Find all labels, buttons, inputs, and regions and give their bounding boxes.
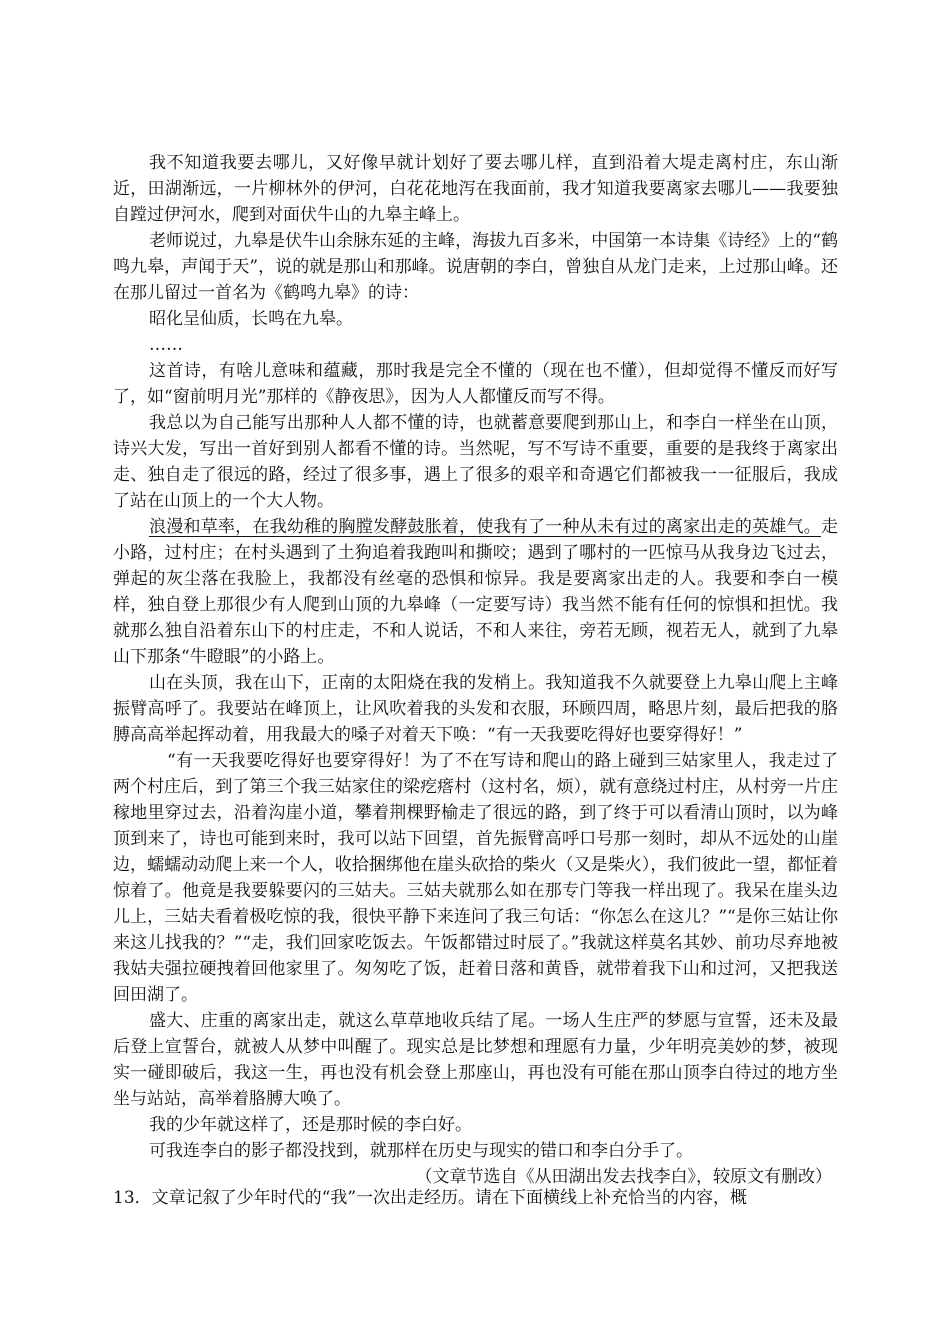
paragraph: 老师说过，九皋是伏牛山余脉东延的主峰，海拔九百多米，中国第一本诗集《诗经》上的“鹤鸣九皋，声闻于天”，说的就是那山和那峰。说唐朝的李白，曾独自从龙门走来，上过那山峰。还在那儿留过一首名为《鹤鸣九皋》的诗： (113, 231, 838, 303)
article-body (113, 150, 838, 1190)
poem-line: 昭化呈仙质，长鸣在九皋。 (149, 309, 353, 329)
ellipsis: …… (149, 335, 183, 355)
paragraph: 我不知道我要去哪儿，又好像早就计划好了要去哪儿样，直到沿着大堤走离村庄，东山渐近，田湖渐远，一片柳林外的伊河，白花花地泻在我面前，我才知道我要离家去哪儿——我要独自蹚过伊河水，爬到对面伏牛山的九皋主峰上。 (113, 153, 838, 225)
source-note: （文章节选自《从田湖出发去找李白》，较原文有删改） (415, 1167, 832, 1187)
paragraph: 山在头顶，我在山下，正南的太阳烧在我的发梢上。我知道我不久就要登上九皋山爬上主峰振臂高呼了。我要站在峰顶上，让风吹着我的头发和衣服，环顾四周，略思片刻，最后把我的胳膊高高举起挥动着，用我最大的嗓子对着天下唤：“有一天我要吃得好也要穿得好！” (113, 673, 838, 745)
question-13: 13．文章记叙了少年时代的“我”一次出走经历。请在下面横线上补充恰当的内容，概 (113, 1188, 748, 1208)
paragraph: 我的少年就这样了，还是那时候的李白好。 (149, 1115, 472, 1135)
paragraph: 这首诗，有啥儿意味和蕴藏，那时我是完全不懂的（现在也不懂），但却觉得不懂反而好写了，如“窗前明月光”那样的《静夜思》，因为人人都懂反而写不得。 (113, 361, 838, 407)
paragraph: 可我连李白的影子都没找到，就那样在历史与现实的错口和李白分手了。 (149, 1141, 693, 1161)
paragraph (113, 514, 838, 670)
paragraph-text: 走小路，过村庄；在村头遇到了土狗追着我跑叫和撕咬；遇到了哪村的一匹惊马从我身边飞过去，弹起的灰尘落在我脸上，我都没有丝毫的恐惧和惊异。我是要离家出走的人。我要和李白一模样，独自登上那很少有人爬到山顶的九皋峰（一定要写诗）我当然不能有任何的惊惧和担忧。我就那么独自沿着东山下的村庄走，不和人说话，不和人来往，旁若无顾，视若无人，就到了九皋山下那条“牛瞪眼”的小路上。 (113, 517, 838, 667)
underlined-sentence: 浪漫和草率，在我幼稚的胸膛发酵鼓胀着，使我有了一种从未有过的离家出走的英雄气。 (149, 517, 821, 537)
paragraph: “有一天我要吃得好也要穿得好！为了不在写诗和爬山的路上碰到三姑家里人，我走过了两个村庄后，到了第三个我三姑家住的梁疙瘩村（这村名，烦），就有意绕过村庄，从村旁一片庄稼地里穿过去，沿着沟崖小道，攀着荆棵野榆走了很远的路，到了终于可以看清山顶时，以为峰顶到来了，诗也可能到来时，我可以站下回望，首先振臂高呼口号那一刻时，却从不远处的山崖边，蠕蠕动动爬上来一个人，收拾捆绑他在崖头砍拾的柴火（又是柴火），我们彼此一望，都怔着惊着了。他竟是我要躲要闪的三姑夫。三姑夫就那么如在那专门等我一样出现了。我呆在崖头边儿上，三姑夫看着极吃惊的我，很快平静下来连问了我三句话：“你怎么在这儿？”“是你三姑让你来这儿找我的？”“走，我们回家吃饭去。午饭都错过时辰了。”我就这样莫名其妙、前功尽弃地被我姑夫强拉硬拽着回他家里了。匆匆吃了饭，赶着日落和黄昏，就带着我下山和过河，又把我送回田湖了。 (113, 751, 838, 1005)
paragraph: 盛大、庄重的离家出走，就这么草草地收兵结了尾。一场人生庄严的梦愿与宣誓，还未及最后登上宣誓台，就被人从梦中叫醒了。现实总是比梦想和理愿有力量，少年明亮美妙的梦，被现实一碰即破后，我这一生，再也没有机会登上那座山，再也没有可能在那山顶李白待过的地方坐坐与站站，高举着胳膊大唤了。 (113, 1011, 838, 1109)
paragraph: 我总以为自己能写出那种人人都不懂的诗，也就蓄意要爬到那山上，和李白一样坐在山顶，诗兴大发，写出一首好到别人都看不懂的诗。当然呢，写不写诗不重要，重要的是我终于离家出走、独自走了很远的路，经过了很多事，遇上了很多的艰辛和奇遇它们都被我一一征服后，我成了站在山顶上的一个大人物。 (113, 413, 838, 511)
